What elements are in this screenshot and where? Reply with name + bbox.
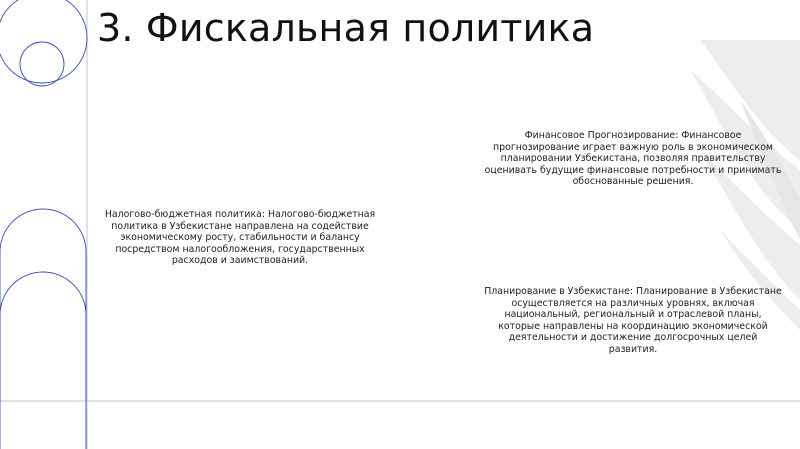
text-block-financial-forecasting: Финансовое Прогнозирование: Финансовое прогнозирование играет важную роль в экономическом планировании Узбекистана, позволяя правительству оценивать будущие финансовые потребности и принимать обоснованные решения.	[484, 130, 782, 188]
lower-arch-outline	[0, 272, 86, 449]
small-circle-outline	[20, 42, 64, 86]
slide-title: 3. Фискальная политика	[97, 6, 595, 50]
upper-arch-outline	[0, 209, 86, 401]
large-circle-outline	[0, 0, 87, 83]
text-block-planning: Планирование в Узбекистане: Планирование в Узбекистане осуществляется на различных уровнях, включая национальный, региональный и отраслевой планы, которые направлены на координацию экономической деятельности и достижение долгосрочных целей развития.	[484, 286, 782, 355]
text-block-tax-policy: Налогово-бюджетная политика: Налогово-бюджетная политика в Узбекистане направлена на содействие экономическому росту, стабильности и балансу посредством налогообложения, государственных расходов и заимствований.	[104, 209, 376, 267]
